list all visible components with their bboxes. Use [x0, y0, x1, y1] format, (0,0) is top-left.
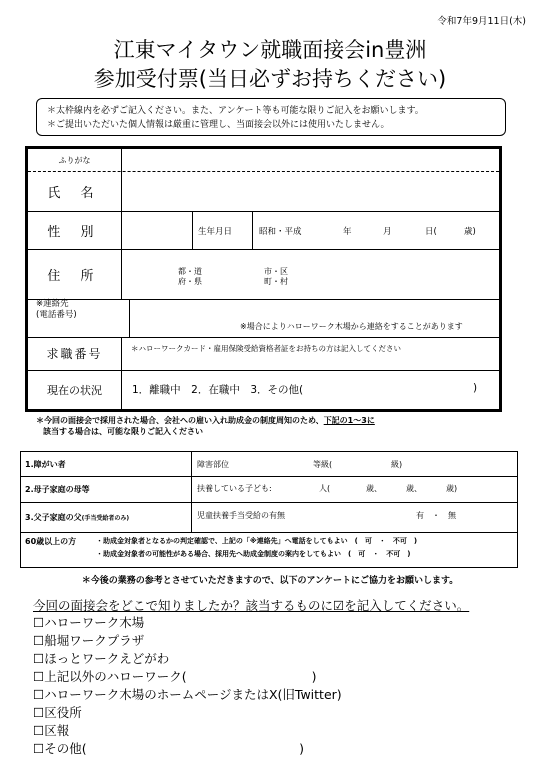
- page-subtitle: 参加受付票(当日必ずお持ちください): [93, 67, 447, 91]
- addr-pref-2: 府・県: [178, 277, 202, 286]
- subsidy-table: [20, 451, 518, 568]
- name-field[interactable]: [122, 171, 499, 211]
- option-ward-office[interactable]: ☐区役所: [33, 705, 82, 720]
- option-other[interactable]: ☐その他( ): [33, 741, 304, 756]
- notice-line-2: ＊ご提出いただいた個人情報は厳重に管理し、当面接会以外には使用いたしません。: [47, 120, 390, 130]
- subsidy-note-line1a: ＊今回の面接会で採用された場合、会社への雇い入れ助成金の制度周知のため、: [36, 416, 324, 425]
- notice-box: [36, 98, 506, 136]
- subsidy-note-line2: 該当する場合は、可能な限りご記入ください: [43, 427, 203, 436]
- child-allowance-label: 児童扶養手当受給の有無: [197, 511, 285, 520]
- jobnum-label: 求職番号: [28, 337, 122, 370]
- single-father-text: 3.父子家庭の父: [25, 512, 82, 522]
- address-label: 住 所: [28, 249, 122, 299]
- option-homepage-x[interactable]: ☐ハローワーク木場のホームページまたはX(旧Twitter): [33, 687, 342, 702]
- birth-day-unit: 日(: [425, 227, 437, 237]
- birth-era: 昭和・平成: [259, 227, 302, 237]
- option-hw-kiba[interactable]: ☐ハローワーク木場: [33, 615, 145, 630]
- option-ward-news[interactable]: ☐区報: [33, 723, 70, 738]
- name-label: 氏 名: [28, 171, 122, 211]
- furigana-row: [28, 149, 499, 172]
- survey-question: 今回の面接会をどこで知りましたか？該当するものに☑を記入してください。: [33, 598, 470, 613]
- jobnum-row: [28, 337, 499, 371]
- single-mother-label: 2.母子家庭の母等: [25, 484, 90, 494]
- contact-label-line2: (電話番号): [36, 310, 77, 320]
- jobnum-note: ＊ハローワークカード・雇用保険受給資格者証をお持ちの方は記入してください: [131, 344, 401, 353]
- disability-part: 障害部位: [197, 460, 229, 469]
- status-label: 現在の状況: [28, 370, 122, 409]
- dependents-count: 人(: [319, 484, 331, 493]
- furigana-field[interactable]: [122, 149, 499, 171]
- disability-grade: 等級(: [313, 460, 333, 469]
- dependent-age-1: 歳、: [366, 484, 382, 493]
- birthdate-label: 生年月日: [198, 227, 233, 237]
- addr-city-2: 町・村: [264, 277, 288, 286]
- address-row: [28, 249, 499, 300]
- contact-row: [28, 299, 499, 338]
- subsidy-note-line1b: 下記の1～3に: [323, 416, 375, 425]
- survey-intro: ＊今後の業務の参考とさせていただきますので、以下のアンケートにご協力をお願いします。: [81, 576, 459, 586]
- over60-label: 60歳以上の方: [25, 537, 77, 546]
- subsidy-row-1: [21, 452, 517, 477]
- single-father-label: [25, 502, 129, 532]
- gender-field[interactable]: [122, 211, 192, 249]
- subsidy-row-2: [21, 476, 517, 503]
- birth-year-unit: 年: [343, 227, 352, 237]
- over60-line1[interactable]: ・助成金対象者となるかの判定確認で、上記の「※連絡先」へ電話をしてもよい ( 可 ・ 不可 ): [96, 537, 418, 545]
- status-row: [28, 370, 499, 409]
- status-options[interactable]: 1．離職中 2．在職中 3．その他(: [132, 384, 304, 396]
- furigana-label: ふりがな: [28, 149, 122, 171]
- option-hotwork[interactable]: ☐ほっとワークえどがわ: [33, 651, 170, 666]
- contact-label-line1: ※連絡先: [36, 299, 69, 309]
- dependent-age-3: 歳): [446, 484, 458, 493]
- applicant-form: [25, 146, 502, 412]
- addr-city-1: 市・区: [264, 267, 288, 276]
- page-title: 江東マイタウン就職面接会in豊洲: [113, 38, 427, 62]
- option-other-hw[interactable]: ☐上記以外のハローワーク( ): [33, 669, 317, 684]
- subsidy-row-4: [21, 532, 517, 567]
- age-unit: 歳): [464, 227, 476, 237]
- birth-month-unit: 月: [383, 227, 392, 237]
- addr-pref-1: 都・道: [178, 267, 202, 276]
- child-allowance-choice[interactable]: 有 ・ 無: [416, 511, 456, 520]
- gender-label: 性 別: [28, 211, 122, 249]
- disability-label: 1.障がい者: [25, 459, 66, 469]
- issue-date: 令和7年9月11日(木): [437, 16, 526, 27]
- disability-grade-unit: 級): [391, 460, 403, 469]
- option-funabori[interactable]: ☐船堀ワークプラザ: [33, 633, 145, 648]
- notice-line-1: ＊太枠線内を必ずご記入ください。また、アンケート等も可能な限りご記入をお願いします。: [47, 106, 424, 116]
- contact-note: ※場合によりハローワーク木場から連絡をすることがあります: [240, 322, 463, 331]
- subsidy-row-3: [21, 502, 517, 533]
- contact-label: [28, 299, 130, 337]
- dependents-label: 扶養している子ども:: [197, 484, 272, 493]
- over60-line2[interactable]: ・助成金対象者の可能性がある場合、採用先へ助成金制度の案内をしてもよい ( 可 ・ 不可 ): [96, 550, 411, 558]
- status-close: ): [473, 382, 478, 394]
- single-father-sub: (手当受給者のみ): [81, 514, 130, 522]
- dependent-age-2: 歳、: [406, 484, 422, 493]
- subsidy-note: [36, 415, 375, 437]
- name-row: [28, 171, 499, 212]
- gender-row: [28, 211, 499, 250]
